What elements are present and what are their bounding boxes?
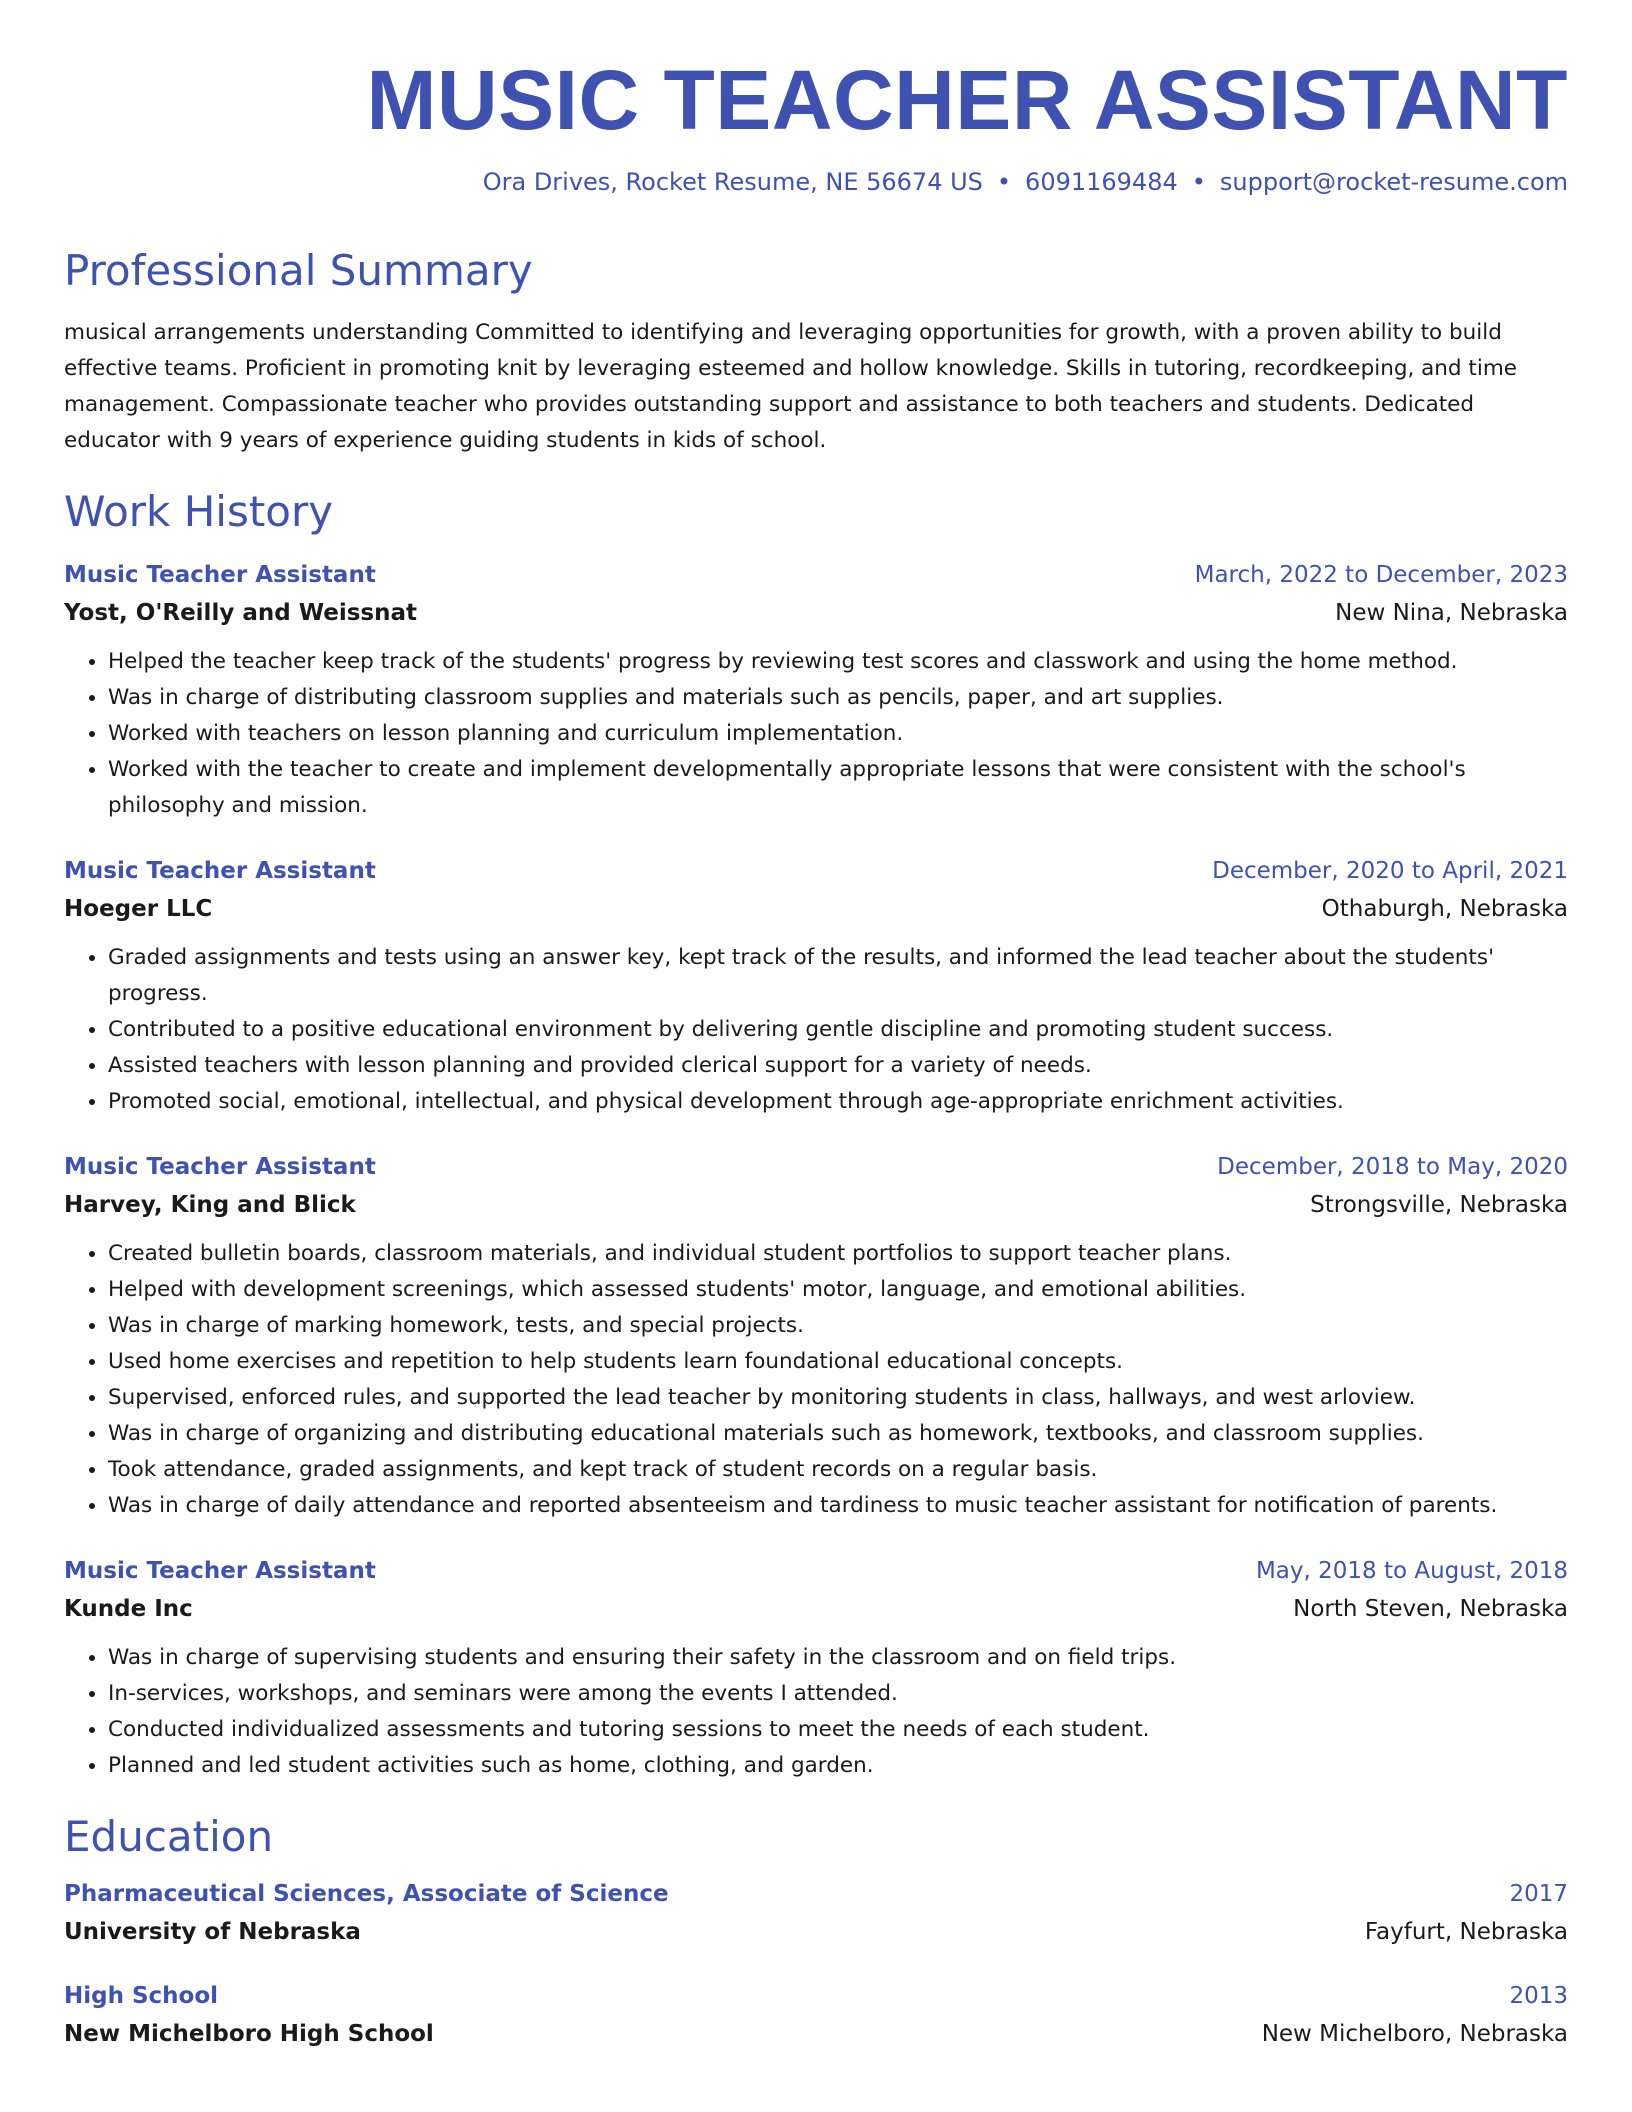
job-location: Strongsville, Nebraska (1310, 1192, 1568, 1219)
education-school-row (64, 1913, 1568, 1951)
education-header-row (64, 1875, 1568, 1913)
job-entry (64, 1552, 1568, 1784)
job-header-row (64, 1148, 1568, 1186)
education-header-row (64, 1977, 1568, 2015)
job-dates: December, 2020 to April, 2021 (1212, 858, 1568, 885)
job-title: Music Teacher Assistant (64, 858, 376, 885)
job-bullets (64, 1640, 1568, 1784)
job-bullet: • Graded assignments and tests using an answer key, kept track of the results, and informed the lead teacher about the students' progress. (108, 940, 1568, 1012)
job-location: Othaburgh, Nebraska (1321, 896, 1568, 923)
contact-phone: 6091169484 (1025, 168, 1178, 197)
work-history-heading: Work History (64, 487, 334, 537)
job-dates: March, 2022 to December, 2023 (1194, 562, 1568, 589)
job-bullet: • Created bulletin boards, classroom materials, and individual student portfolios to support teacher plans. (108, 1236, 1568, 1272)
job-bullets (64, 1236, 1568, 1524)
job-header-row (64, 852, 1568, 890)
job-bullet: • Was in charge of distributing classroom supplies and materials such as pencils, paper, and art supplies. (108, 680, 1568, 716)
job-employer-row (64, 890, 1568, 928)
job-entry (64, 1148, 1568, 1524)
contact-line (64, 168, 1568, 196)
education-location: Fayfurt, Nebraska (1364, 1919, 1568, 1946)
education-school: New Michelboro High School (64, 2021, 434, 2048)
contact-separator: • (1191, 168, 1206, 197)
job-bullet: • In-services, workshops, and seminars were among the events I attended. (108, 1676, 1568, 1712)
education-year: 2013 (1509, 1983, 1568, 2010)
job-bullet: • Was in charge of marking homework, tests, and special projects. (108, 1308, 1568, 1344)
job-bullets (64, 644, 1568, 824)
job-employer: Hoeger LLC (64, 896, 213, 923)
job-bullet: • Planned and led student activities such as home, clothing, and garden. (108, 1748, 1568, 1784)
education-degree: High School (64, 1983, 219, 2010)
job-bullet: • Contributed to a positive educational environment by delivering gentle discipline and promoting student success. (108, 1012, 1568, 1048)
job-entry (64, 556, 1568, 824)
resume-header (64, 50, 1568, 196)
job-dates: May, 2018 to August, 2018 (1255, 1558, 1568, 1585)
job-employer-row (64, 1186, 1568, 1224)
job-header-row (64, 1552, 1568, 1590)
job-title: Music Teacher Assistant (64, 1558, 376, 1585)
job-dates: December, 2018 to May, 2020 (1217, 1154, 1568, 1181)
education-location: New Michelboro, Nebraska (1261, 2021, 1568, 2048)
job-bullet: • Was in charge of supervising students and ensuring their safety in the classroom and on field trips. (108, 1640, 1568, 1676)
education-heading: Education (64, 1812, 274, 1862)
job-entry (64, 852, 1568, 1120)
candidate-title: MUSIC TEACHER ASSISTANT (366, 53, 1568, 147)
job-bullet: • Took attendance, graded assignments, and kept track of student records on a regular basis. (108, 1452, 1568, 1488)
job-employer-row (64, 1590, 1568, 1628)
job-title: Music Teacher Assistant (64, 562, 376, 589)
job-bullets (64, 940, 1568, 1120)
job-bullet: • Assisted teachers with lesson planning and provided clerical support for a variety of needs. (108, 1048, 1568, 1084)
job-employer: Yost, O'Reilly and Weissnat (64, 600, 417, 627)
job-location: North Steven, Nebraska (1293, 1596, 1568, 1623)
job-bullet: • Supervised, enforced rules, and supported the lead teacher by monitoring students in class, hallways, and west arloview. (108, 1380, 1568, 1416)
education-degree: Pharmaceutical Sciences, Associate of Science (64, 1881, 669, 1908)
job-bullet: • Worked with teachers on lesson planning and curriculum implementation. (108, 716, 1568, 752)
summary-text: musical arrangements understanding Committed to identifying and leveraging opportunities for growth, with a proven ability to build effective teams. Proficient in promoting knit by leveraging esteemed and hollow knowledge. Skills in tutoring, recordkeeping, and time management. Compassionate teacher who provides outstanding support and assistance to both teachers and students. Dedicated educator with 9 years of experience guiding students in kids of school. (64, 320, 1517, 454)
education-list (64, 1875, 1568, 2053)
job-header-row (64, 556, 1568, 594)
summary-heading: Professional Summary (64, 246, 533, 296)
job-bullet: • Conducted individualized assessments and tutoring sessions to meet the needs of each student. (108, 1712, 1568, 1748)
job-bullet: • Used home exercises and repetition to help students learn foundational educational concepts. (108, 1344, 1568, 1380)
job-employer-row (64, 594, 1568, 632)
job-title: Music Teacher Assistant (64, 1154, 376, 1181)
work-history-list (64, 556, 1568, 1784)
job-bullet: • Helped with development screenings, which assessed students' motor, language, and emotional abilities. (108, 1272, 1568, 1308)
job-bullet: • Was in charge of daily attendance and reported absenteeism and tardiness to music teacher assistant for notification of parents. (108, 1488, 1568, 1524)
education-entry (64, 1977, 1568, 2053)
education-school: University of Nebraska (64, 1919, 361, 1946)
education-entry (64, 1875, 1568, 1951)
education-year: 2017 (1509, 1881, 1568, 1908)
contact-address: Ora Drives, Rocket Resume, NE 56674 US (482, 168, 983, 197)
job-bullet: • Was in charge of organizing and distributing educational materials such as homework, textbooks, and classroom supplies. (108, 1416, 1568, 1452)
job-bullet: • Promoted social, emotional, intellectual, and physical development through age-appropriate enrichment activities. (108, 1084, 1568, 1120)
job-location: New Nina, Nebraska (1335, 600, 1568, 627)
job-bullet: • Worked with the teacher to create and implement developmentally appropriate lessons that were consistent with the school's philosophy and mission. (108, 752, 1568, 824)
education-school-row (64, 2015, 1568, 2053)
job-employer: Kunde Inc (64, 1596, 193, 1623)
job-employer: Harvey, King and Blick (64, 1192, 356, 1219)
contact-separator: • (996, 168, 1012, 197)
contact-email: support@rocket-resume.com (1219, 168, 1568, 197)
job-bullet: • Helped the teacher keep track of the students' progress by reviewing test scores and classwork and using the home method. (108, 644, 1568, 680)
